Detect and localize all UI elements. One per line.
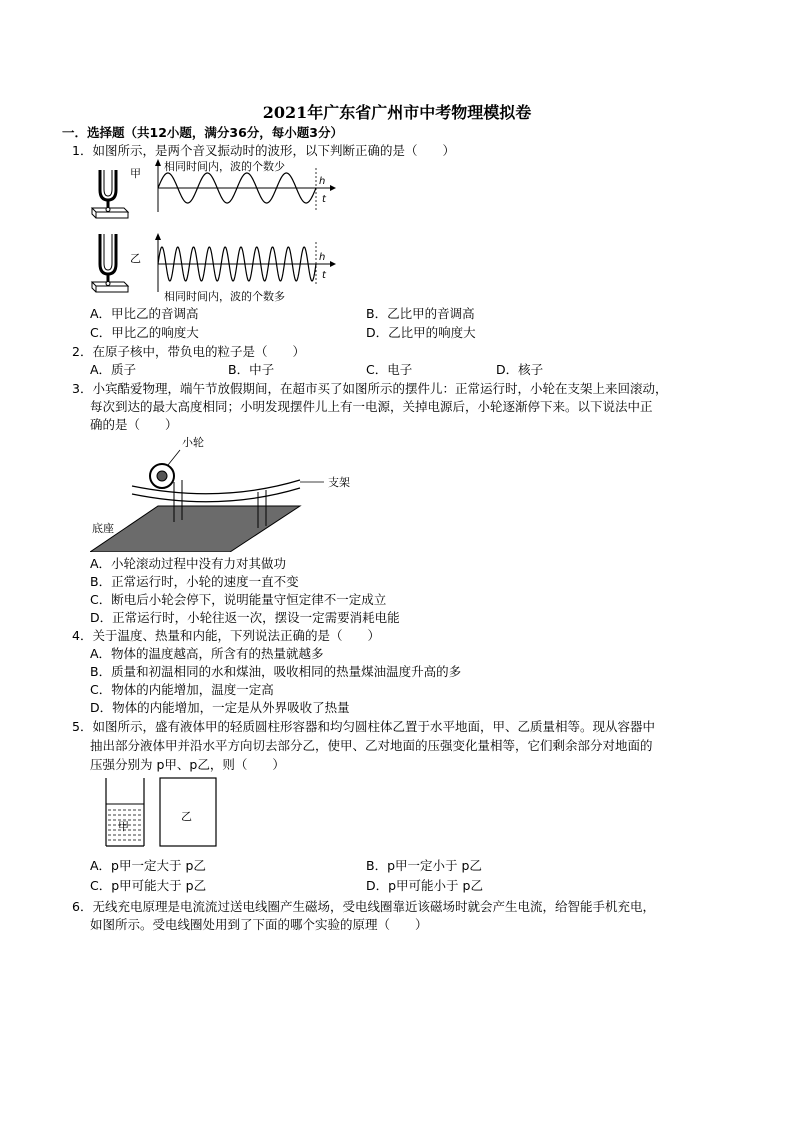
q4-option-b: B．质量和初温相同的水和煤油，吸收相同的热量煤油温度升高的多 — [90, 664, 462, 679]
q3-stem-1: 3．小宾酷爱物理，端午节放假期间，在超市买了如图所示的摆件儿：正常运行时，小轮在支架上来回滚动， — [72, 381, 668, 396]
q5-label-jia: 甲 — [118, 820, 129, 833]
q1-option-a: A．甲比乙的音调高 — [90, 306, 199, 321]
q5-option-d: D．p甲可能小于 p乙 — [366, 878, 483, 893]
base-plate — [90, 506, 300, 552]
q1-top-caption: 相同时间内，波的个数少 — [164, 160, 285, 173]
q3-option-a: A．小轮滚动过程中没有力对其做功 — [90, 556, 287, 571]
q2-option-d: D．核子 — [496, 362, 544, 377]
q5-option-a: A．p甲一定大于 p乙 — [90, 858, 206, 873]
q1-option-d: D．乙比甲的响度大 — [366, 325, 476, 340]
q2-option-c: C．电子 — [366, 362, 413, 377]
q5-stem-3: 压强分别为 p甲、p乙，则（ ） — [90, 757, 285, 772]
q1-wave-yi — [158, 247, 316, 281]
q5-option-c: C．p甲可能大于 p乙 — [90, 878, 207, 893]
q1-tuning-fork-figure — [86, 156, 336, 306]
q3-stem-3: 确的是（ ） — [90, 417, 178, 432]
q5-label-yi: 乙 — [181, 810, 192, 823]
q1-option-c: C．甲比乙的响度大 — [90, 325, 199, 340]
page-title: 2021年广东省广州市中考物理模拟卷 — [262, 103, 532, 122]
q5-containers-figure — [104, 776, 220, 848]
q3-label-bracket: 支架 — [328, 476, 350, 489]
q1-label-jia: 甲 — [130, 167, 141, 180]
q4-stem: 4．关于温度、热量和内能，下列说法正确的是（ ） — [72, 628, 380, 643]
q2-stem: 2．在原子核中，带负电的粒子是（ ） — [72, 344, 305, 359]
q3-option-d: D．正常运行时，小轮往返一次，摆设一定需要消耗电能 — [90, 610, 400, 625]
q2-option-a: A．质子 — [90, 362, 137, 377]
q5-stem-2: 抽出部分液体甲并沿水平方向切去部分乙，使甲、乙对地面的压强变化量相等，它们剩余部分对地面的 — [90, 738, 653, 753]
q3-option-b: B．正常运行时，小轮的速度一直不变 — [90, 574, 299, 589]
q1-label-yi: 乙 — [130, 252, 141, 265]
section-heading: 一．选择题（共12小题，满分36分，每小题3分） — [62, 125, 343, 140]
q3-pendulum-toy-figure — [90, 434, 380, 552]
q5-option-b: B．p甲一定小于 p乙 — [366, 858, 482, 873]
q4-option-d: D．物体的内能增加，一定是从外界吸收了热量 — [90, 700, 350, 715]
q3-stem-2: 每次到达的最大高度相同；小明发现摆件儿上有一电源，关掉电源后，小轮逐渐停下来。以下说法中正 — [90, 399, 653, 414]
q3-label-wheel: 小轮 — [182, 436, 204, 449]
q4-option-c: C．物体的内能增加，温度一定高 — [90, 682, 274, 697]
q1-axis-t-bottom: t — [322, 270, 326, 281]
q2-option-b: B．中子 — [228, 362, 275, 377]
tuning-fork-yi-icon — [92, 234, 128, 292]
q1-stem: 1．如图所示，是两个音叉振动时的波形，以下判断正确的是（ ） — [72, 143, 455, 158]
q1-axis-h-bottom: h — [319, 252, 326, 263]
q5-stem-1: 5．如图所示，盛有液体甲的轻质圆柱形容器和均匀圆柱体乙置于水平地面，甲、乙质量相等。现从容器中 — [72, 719, 655, 734]
container-jia — [106, 778, 144, 846]
q6-stem-1: 6．无线充电原理是电流流过送电线圈产生磁场，受电线圈靠近该磁场时就会产生电流，给智能手机充电， — [72, 899, 655, 914]
q1-axis-h-top: h — [319, 176, 326, 187]
q1-bottom-caption: 相同时间内，波的个数多 — [164, 290, 285, 303]
q1-option-b: B．乙比甲的音调高 — [366, 306, 475, 321]
q3-label-base: 底座 — [92, 522, 114, 535]
q1-axis-t-top: t — [322, 194, 326, 205]
q3-option-c: C．断电后小轮会停下，说明能量守恒定律不一定成立 — [90, 592, 387, 607]
tuning-fork-jia-icon — [92, 170, 128, 218]
q6-stem-2: 如图所示。受电线圈处用到了下面的哪个实验的原理（ ） — [90, 917, 428, 932]
q4-option-a: A．物体的温度越高，所含有的热量就越多 — [90, 646, 324, 661]
